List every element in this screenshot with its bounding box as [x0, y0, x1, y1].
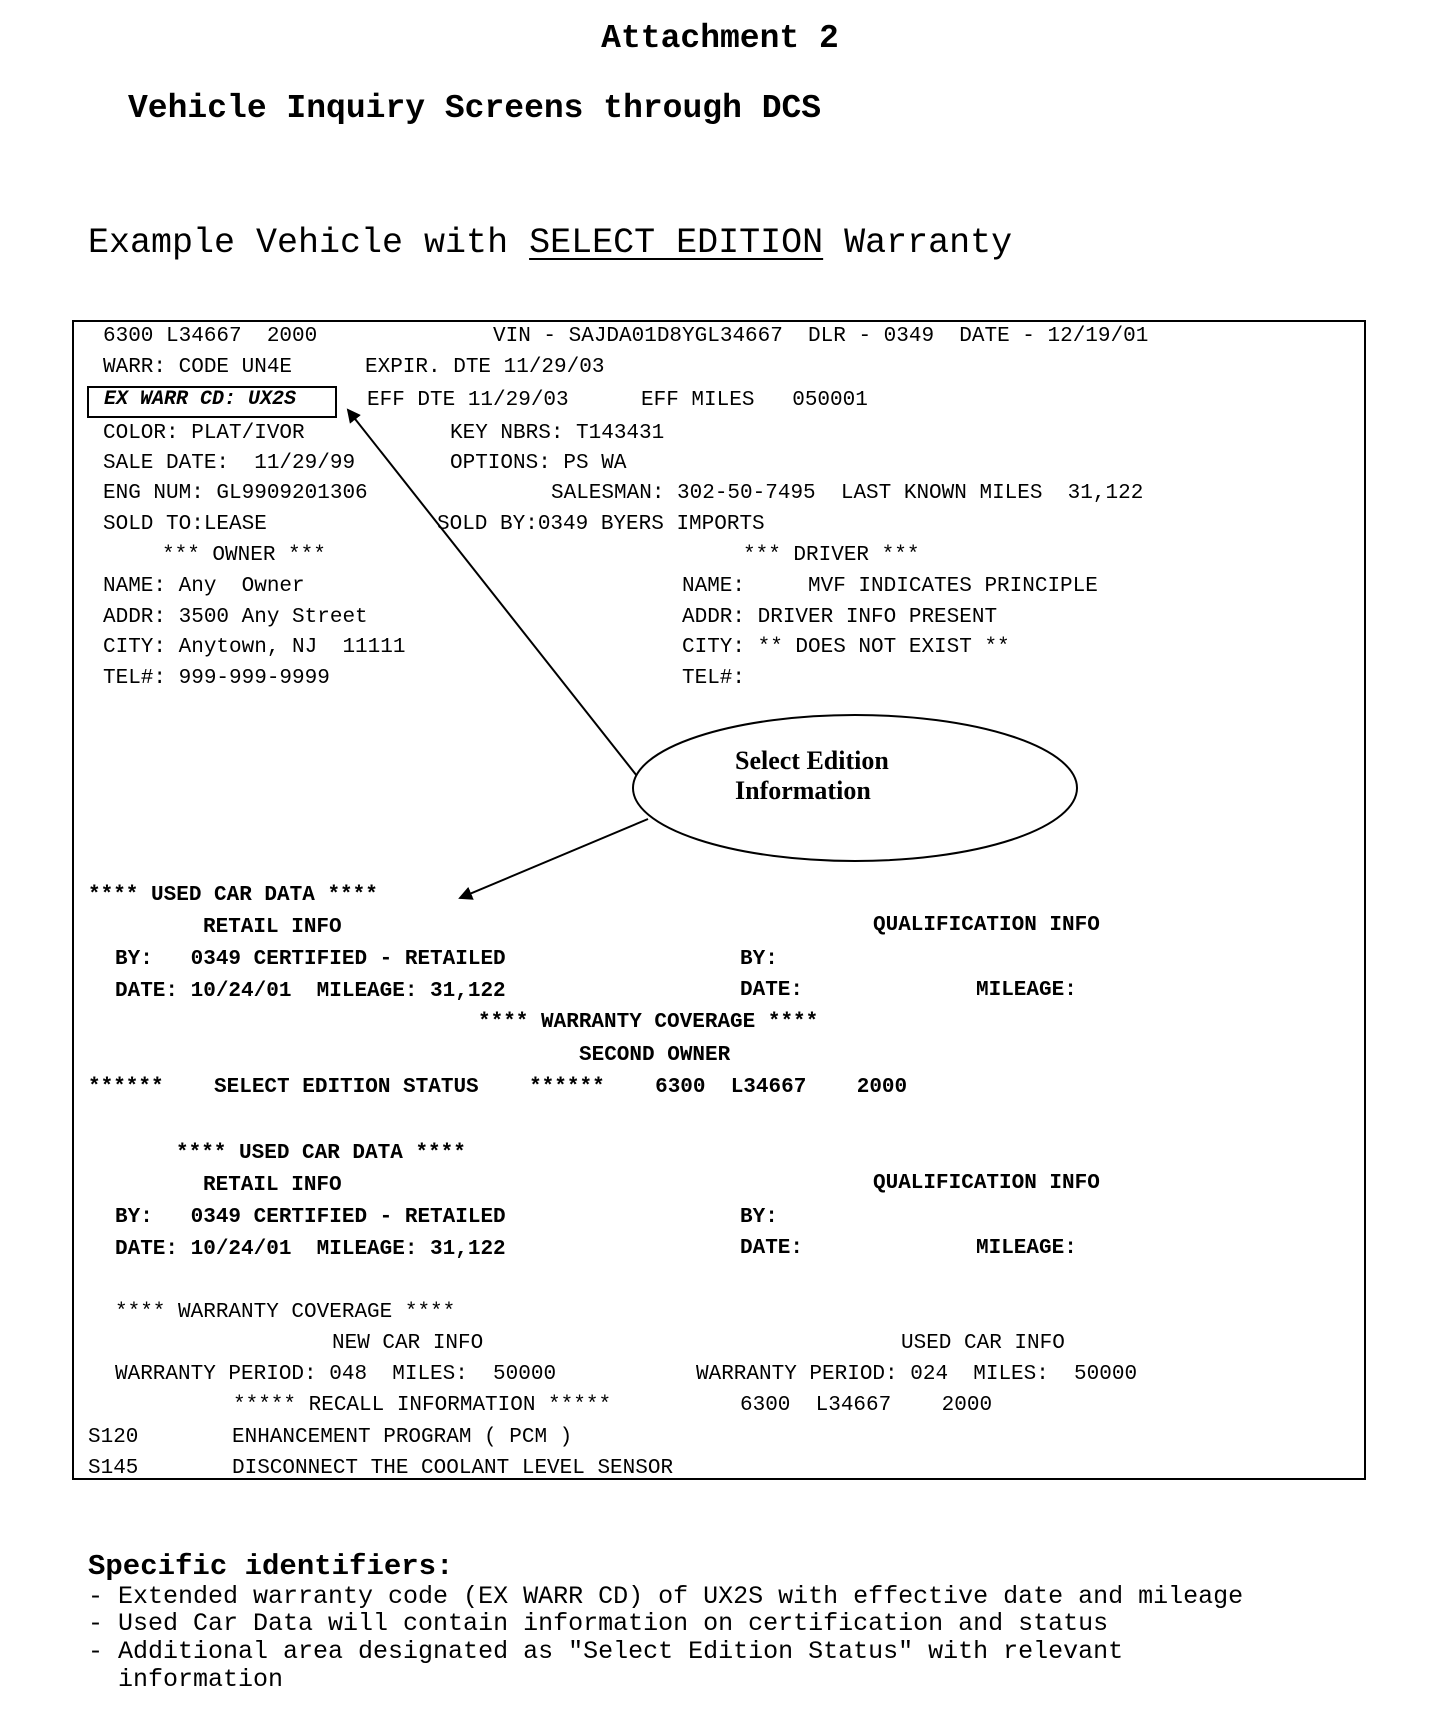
page-title: Vehicle Inquiry Screens through DCS — [128, 90, 822, 127]
example-emphasis: SELECT EDITION — [529, 223, 824, 263]
warranty-coverage-header: **** WARRANTY COVERAGE **** — [115, 1301, 456, 1324]
recall-desc: DISCONNECT THE COOLANT LEVEL SENSOR — [232, 1457, 674, 1480]
qualification-info-2: QUALIFICATION INFO — [873, 1172, 1100, 1195]
qualification-info-1: QUALIFICATION INFO — [873, 914, 1100, 937]
qual-by-1: BY: — [740, 948, 778, 971]
identifier-item: information — [88, 1665, 284, 1694]
used-car-warranty-period: WARRANTY PERIOD: 024 MILES: 50000 — [696, 1363, 1138, 1386]
driver-name: NAME: MVF INDICATES PRINCIPLE — [682, 575, 1098, 598]
used-car-header-1: **** USED CAR DATA **** — [88, 884, 378, 907]
qual-date-1: DATE: — [740, 979, 804, 1002]
vin-dealer-date: VIN - SAJDA01D8YGL34667 DLR - 0349 DATE - 12/19/01 — [493, 325, 1149, 348]
owner-addr: ADDR: 3500 Any Street — [103, 606, 368, 629]
sale-date: SALE DATE: 11/29/99 — [103, 452, 356, 475]
used-car-info: USED CAR INFO — [901, 1332, 1065, 1355]
driver-tel: TEL#: — [682, 667, 746, 690]
example-prefix: Example Vehicle with — [88, 223, 530, 263]
warranty-coverage-1: **** WARRANTY COVERAGE **** — [478, 1011, 819, 1034]
qual-date-2: DATE: — [740, 1237, 804, 1260]
driver-addr: ADDR: DRIVER INFO PRESENT — [682, 606, 998, 629]
sold-to: SOLD TO:LEASE — [103, 513, 267, 536]
owner-name: NAME: Any Owner — [103, 575, 305, 598]
identifiers-heading: Specific identifiers: — [88, 1550, 454, 1583]
qual-mileage-2: MILEAGE: — [976, 1237, 1077, 1260]
retail-by-2: BY: 0349 CERTIFIED - RETAILED — [115, 1206, 506, 1229]
eff-miles: EFF MILES 050001 — [641, 389, 868, 412]
recall-header: ***** RECALL INFORMATION ***** — [233, 1394, 612, 1417]
recall-code: S145 — [88, 1457, 139, 1480]
qual-mileage-1: MILEAGE: — [976, 979, 1077, 1002]
retail-info-2: RETAIL INFO — [203, 1174, 342, 1197]
owner-header: *** OWNER *** — [162, 544, 326, 567]
attachment-label: Attachment 2 — [601, 20, 839, 57]
callout-line-2: Information — [735, 776, 871, 805]
retail-info-1: RETAIL INFO — [203, 916, 342, 939]
second-owner: SECOND OWNER — [579, 1044, 731, 1067]
salesman-miles: SALESMAN: 302-50-7495 LAST KNOWN MILES 31,122 — [551, 482, 1144, 505]
warr-expir: EXPIR. DTE 11/29/03 — [365, 356, 605, 379]
retail-by-1: BY: 0349 CERTIFIED - RETAILED — [115, 948, 506, 971]
vehicle-model-line: 6300 L34667 2000 — [103, 325, 318, 348]
color: COLOR: PLAT/IVOR — [103, 422, 305, 445]
identifier-item: - Extended warranty code (EX WARR CD) of UX2S with effective date and mileage — [88, 1582, 1244, 1611]
identifier-item: - Used Car Data will contain information on certification and status — [88, 1609, 1109, 1638]
retail-date-1: DATE: 10/24/01 MILEAGE: 31,122 — [115, 980, 506, 1003]
qual-by-2: BY: — [740, 1206, 778, 1229]
key-nbrs: KEY NBRS: T143431 — [450, 422, 665, 445]
arrow-to-used-car-data — [460, 819, 648, 898]
example-suffix: Warranty — [823, 223, 1013, 263]
select-edition-status: ****** SELECT EDITION STATUS ****** 6300 L34667 2000 — [88, 1076, 908, 1099]
warr-code: WARR: CODE UN4E — [103, 356, 293, 379]
owner-tel: TEL#: 999-999-9999 — [103, 667, 330, 690]
identifier-item: - Additional area designated as "Select Edition Status" with relevant — [88, 1637, 1124, 1666]
retail-date-2: DATE: 10/24/01 MILEAGE: 31,122 — [115, 1238, 506, 1261]
new-car-info: NEW CAR INFO — [332, 1332, 484, 1355]
recall-vehicle: 6300 L34667 2000 — [740, 1394, 993, 1417]
options: OPTIONS: PS WA — [450, 452, 627, 475]
used-car-header-2: **** USED CAR DATA **** — [176, 1142, 466, 1165]
driver-city: CITY: ** DOES NOT EXIST ** — [682, 636, 1010, 659]
ex-warr-cd: EX WARR CD: UX2S — [104, 388, 297, 411]
callout-line-1: Select Edition — [735, 746, 889, 775]
new-car-warranty-period: WARRANTY PERIOD: 048 MILES: 50000 — [115, 1363, 557, 1386]
eff-dte: EFF DTE 11/29/03 — [367, 389, 569, 412]
recall-code: S120 — [88, 1426, 139, 1449]
owner-city: CITY: Anytown, NJ 11111 — [103, 636, 406, 659]
recall-desc: ENHANCEMENT PROGRAM ( PCM ) — [232, 1426, 573, 1449]
eng-num: ENG NUM: GL9909201306 — [103, 482, 368, 505]
callout-text — [735, 746, 889, 806]
sold-by: SOLD BY:0349 BYERS IMPORTS — [437, 513, 765, 536]
driver-header: *** DRIVER *** — [743, 544, 920, 567]
